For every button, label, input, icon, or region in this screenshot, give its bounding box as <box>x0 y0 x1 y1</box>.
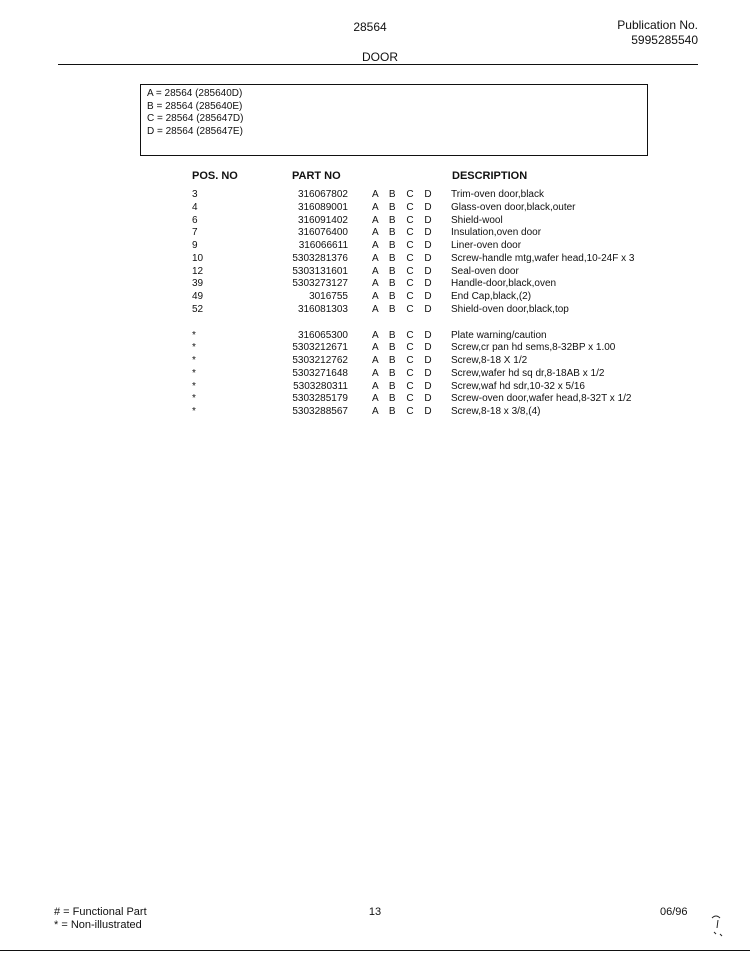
parts-row <box>0 215 750 228</box>
footer-legend <box>54 906 147 932</box>
position-number: * <box>192 342 196 354</box>
column-header-pos: POS. NO <box>192 170 238 182</box>
part-description: Shield-wool <box>451 214 503 226</box>
part-description: Insulation,oven door <box>451 227 542 239</box>
model-codes: A B C D <box>372 252 436 264</box>
position-number: * <box>192 406 196 417</box>
legend-line: B = 28564 (285640E) <box>147 100 243 112</box>
part-number: 316067802 <box>297 189 348 200</box>
part-description: Screw,waf hd sdr,10-32 x 5/16 <box>451 380 585 392</box>
part-description: Liner-oven door <box>451 240 522 251</box>
parts-row <box>0 393 750 406</box>
model-number: 28564 <box>353 20 387 34</box>
functional-part-note: # = Functional Part <box>54 906 147 918</box>
part-number: 5303280311 <box>293 380 348 392</box>
part-description: Screw-oven door,wafer head,8-32T x 1/2 <box>451 393 632 405</box>
model-codes: A B C D <box>372 367 436 379</box>
model-codes: A B C D <box>372 329 436 341</box>
parts-row <box>0 278 750 291</box>
part-number: 3016755 <box>309 291 348 302</box>
publication-block <box>617 18 698 48</box>
part-number: 5303212762 <box>292 355 348 366</box>
part-description: Screw,cr pan hd sems,8-32BP x 1.00 <box>451 342 616 354</box>
part-number: 316066611 <box>298 240 348 251</box>
part-number: 5303281376 <box>292 252 348 264</box>
part-description: Screw,8-18 x 3/8,(4) <box>451 406 541 417</box>
column-header-part: PART NO <box>292 170 341 182</box>
part-number: 316089001 <box>297 201 348 213</box>
model-codes: A B C D <box>372 380 436 392</box>
position-number: 52 <box>192 303 204 315</box>
position-number: 7 <box>192 227 198 239</box>
model-codes: A B C D <box>372 227 436 239</box>
publication-date: 06/96 <box>660 906 688 918</box>
legend-line: D = 28564 (285647E) <box>147 125 243 137</box>
parts-row <box>0 240 750 253</box>
parts-row <box>0 342 750 355</box>
model-codes: A B C D <box>372 355 436 366</box>
part-number: 316081303 <box>297 303 348 315</box>
part-number: 5303131601 <box>292 265 348 277</box>
model-legend-box <box>140 84 648 156</box>
part-number: 5303212671 <box>292 342 348 354</box>
model-codes: A B C D <box>372 342 436 354</box>
position-number: * <box>192 393 196 405</box>
part-number: 316091402 <box>297 214 348 226</box>
position-number: 49 <box>192 291 204 302</box>
position-number: * <box>192 355 196 366</box>
model-codes: A B C D <box>372 201 436 213</box>
model-codes: A B C D <box>372 406 436 417</box>
parts-row <box>0 381 750 394</box>
position-number: 12 <box>192 265 204 277</box>
part-description: Shield-oven door,black,top <box>451 303 569 315</box>
model-codes: A B C D <box>372 278 436 290</box>
parts-row <box>0 406 750 419</box>
part-number: 316065300 <box>297 329 348 341</box>
part-number: 5303273127 <box>292 278 348 290</box>
part-number: 5303271648 <box>292 367 348 379</box>
position-number: * <box>192 367 196 379</box>
parts-row <box>0 368 750 381</box>
parts-row <box>0 189 750 202</box>
parts-row <box>0 253 750 266</box>
part-description: Handle-door,black,oven <box>451 278 557 290</box>
legend-line: A = 28564 (285640D) <box>147 88 243 99</box>
position-number: * <box>192 380 196 392</box>
model-codes: A B C D <box>372 393 436 405</box>
position-number: 9 <box>192 240 198 251</box>
page-number: 13 <box>368 906 382 918</box>
non-illustrated-note: * = Non-illustrated <box>54 919 142 931</box>
model-codes: A B C D <box>372 303 436 315</box>
part-number: 316076400 <box>297 227 348 239</box>
parts-list <box>0 189 750 419</box>
parts-row <box>0 291 750 304</box>
part-description: Trim-oven door,black <box>451 189 544 200</box>
model-codes: A B C D <box>372 214 436 226</box>
position-number: 4 <box>192 201 198 213</box>
parts-row <box>0 266 750 279</box>
part-description: End Cap,black,(2) <box>451 291 532 302</box>
part-description: Screw,wafer hd sq dr,8-18AB x 1/2 <box>451 367 605 379</box>
part-description: Screw-handle mtg,wafer head,10-24F x 3 <box>451 252 635 264</box>
position-number: * <box>192 329 196 341</box>
publication-number: 5995285540 <box>631 33 698 47</box>
part-number: 5303288567 <box>292 406 348 417</box>
position-number: 39 <box>192 278 204 290</box>
part-description: Plate warning/caution <box>451 329 547 341</box>
corner-mark <box>708 912 732 940</box>
legend-line: C = 28564 (285647D) <box>147 113 244 124</box>
column-header-description: DESCRIPTION <box>452 170 528 182</box>
section-title: DOOR <box>362 50 398 64</box>
model-codes: A B C D <box>372 189 436 200</box>
part-description: Glass-oven door,black,outer <box>451 201 576 213</box>
publication-label: Publication No. <box>617 18 698 32</box>
parts-row <box>0 202 750 215</box>
part-description: Seal-oven door <box>451 265 519 277</box>
model-codes: A B C D <box>372 240 436 251</box>
model-codes: A B C D <box>372 291 436 302</box>
parts-row <box>0 304 750 317</box>
part-description: Screw,8-18 X 1/2 <box>451 355 528 366</box>
parts-row <box>0 355 750 368</box>
parts-row <box>0 330 750 343</box>
position-number: 10 <box>192 252 204 264</box>
model-codes: A B C D <box>372 265 436 277</box>
position-number: 6 <box>192 214 198 226</box>
parts-row <box>0 227 750 240</box>
part-number: 5303285179 <box>292 393 348 405</box>
position-number: 3 <box>192 189 198 200</box>
header-divider <box>58 64 698 65</box>
footer-divider <box>0 950 750 951</box>
